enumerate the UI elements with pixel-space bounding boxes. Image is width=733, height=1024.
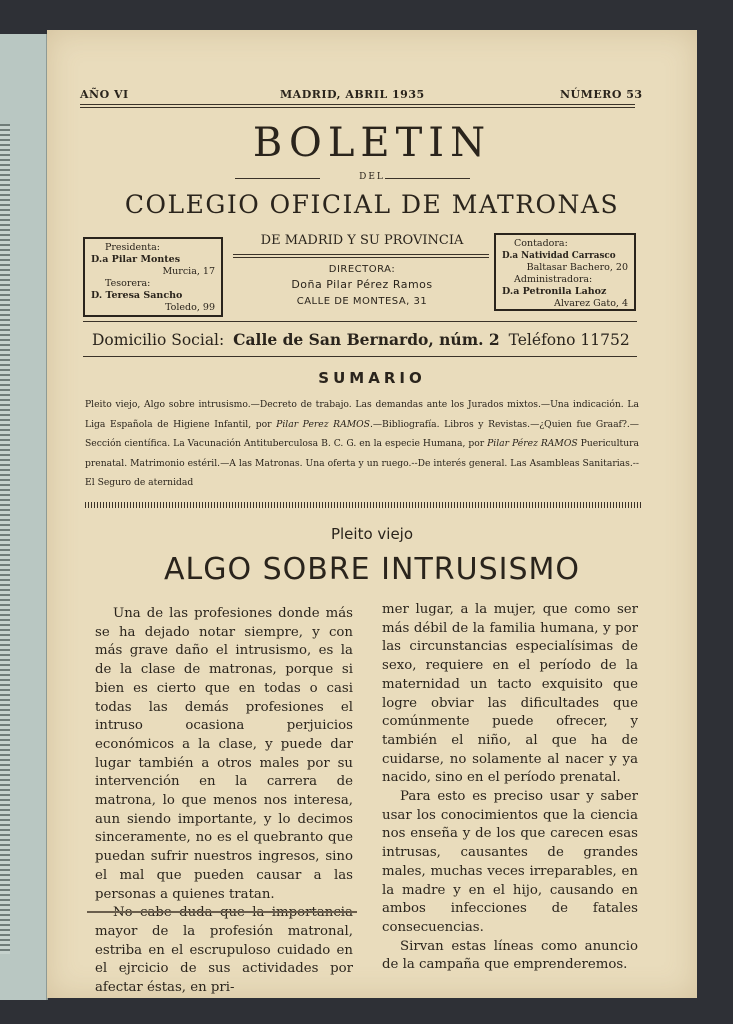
bottom-rule — [87, 911, 357, 913]
presidenta-address: Murcia, 17 — [162, 266, 215, 277]
sumario-part-3: Puericultura prenatal. Matrimonio estéril.—A las Matronas. Una oferta y un ruego.--De interés general. Las Asambleas Sanitarias.--El Seguro de aternidad — [85, 438, 639, 488]
tesorera-address: Toledo, 99 — [165, 302, 215, 313]
contadora-address: Baltasar Bachero, 20 — [526, 262, 628, 273]
contadora-label: Contadora: — [514, 238, 568, 249]
article-kicker: Pleito viejo — [330, 525, 414, 543]
issue-date: MADRID, ABRIL 1935 — [280, 88, 425, 101]
adjacent-page-edge-pattern — [0, 124, 10, 954]
domicilio-rule-top — [83, 321, 637, 322]
bulletin-title: BOLETIN — [252, 120, 492, 166]
sumario-author-2: Pilar Pérez RAMOS — [487, 438, 578, 449]
tesorera-name: D. Teresa Sancho — [91, 290, 183, 301]
del-rule-right — [385, 178, 470, 179]
sumario-part-1: Pleito viejo, Algo sobre intrusismo.—Decreto de trabajo. Las demandas ante los Jurados mixtos.—Una indicación. La Liga Española de Higiene Infantil, por — [85, 399, 639, 430]
article-paragraph: Una de las profesiones donde más se ha dejado notar siempre, y con más grave daño el intrusismo, es la de la clase de matronas, porque si bien es cierto que en todas o casi todas las demás profesiones el intruso ocasiona perjuicios económicos a la clase, y puede dar lugar también a otros males por su intervención en la carrera de matrona, lo que menos nos interesa, aun siendo importante, y lo decimos sinceramente, no es el quebranto que puedan sufrir nuestros ingresos, sino el mal que pueden causar a las personas a quienes tratan. — [95, 606, 353, 902]
section-divider — [85, 502, 641, 508]
domicilio-rule-bottom — [83, 356, 637, 357]
administradora-label: Administradora: — [514, 274, 593, 285]
officers-box-left — [83, 237, 223, 317]
sumario-text — [85, 395, 639, 493]
region-heading: DE MADRID Y SU PROVINCIA — [260, 233, 464, 248]
directora-address: CALLE DE MONTESA, 31 — [296, 296, 428, 307]
header-rule-top — [80, 104, 635, 105]
article-paragraph: Sirvan estas líneas como anuncio de la campaña que emprenderemos. — [382, 938, 638, 973]
article-paragraph: mer lugar, a la mujer, que como ser más débil de la familia humana, y por las circunstancias especialísimas de sexo, requiere en el período de la maternidad un tacto exquisito que logre obviar las dificultades que comúnmente puede ofrecer, y también el niño, al que ha de cuidarse, no solamente al nacer y ya nacido, sino en el período prenatal. — [382, 602, 638, 786]
issue-number: NÚMERO 53 — [560, 88, 643, 101]
directora-label: DIRECTORA: — [328, 264, 396, 275]
sumario-author-1: Pilar Perez RAMOS — [276, 418, 370, 430]
region-rule-2 — [233, 257, 489, 258]
issue-year: AÑO VI — [80, 88, 129, 101]
domicilio-label: Domicilio Social: — [92, 331, 225, 349]
presidenta-label: Presidenta: — [105, 242, 160, 253]
bulletin-page — [47, 30, 697, 998]
directora-name: Doña Pilar Pérez Ramos — [291, 278, 433, 291]
bulletin-subtitle: COLEGIO OFICIAL DE MATRONAS — [124, 190, 620, 219]
domicilio-phone: Teléfono 11752 — [508, 331, 630, 349]
sumario-title: SUMARIO — [318, 369, 426, 387]
domicilio-address: Calle de San Bernardo, núm. 2 — [233, 330, 500, 349]
article-title: ALGO SOBRE INTRUSISMO — [163, 552, 581, 587]
region-rule-1 — [233, 254, 489, 255]
article-paragraph: No cabe duda que la importancia mayor de la profesión matronal, estriba en el escrupuloso cuidado en el ejrcicio de sus actividades por afectar éstas, en pri- — [95, 905, 353, 996]
sumario-part-2: .—Bibliografía. Libros y Revistas.—¿Quien fue Graaf?.—Sección científica. La Vacunación Antituberculosa B. C. G. en la especie Humana, por — [85, 418, 639, 449]
administradora-address: Alvarez Gato, 4 — [554, 298, 628, 309]
presidenta-name: D.a Pilar Montes — [91, 254, 181, 265]
article-column-left — [95, 605, 353, 998]
adjacent-page — [0, 34, 48, 1000]
article-paragraph: Para esto es preciso usar y saber usar los conocimientos que la ciencia nos enseña y de los que carecen esas intrusas, causantes de grandes males, muchas veces irreparables, en la madre y en el hijo, causando en ambos infecciones de fatales consecuencias. — [382, 789, 638, 935]
article-column-right — [382, 601, 638, 975]
header-rule-bottom — [80, 107, 635, 108]
domicilio-line — [92, 330, 630, 349]
tesorera-label: Tesorera: — [105, 278, 151, 289]
del-label: DEL — [359, 172, 385, 182]
administradora-name: D.a Petronila Lahoz — [502, 286, 607, 297]
officers-box-right — [494, 233, 636, 311]
contadora-name: D.a Natividad Carrasco — [502, 251, 616, 261]
